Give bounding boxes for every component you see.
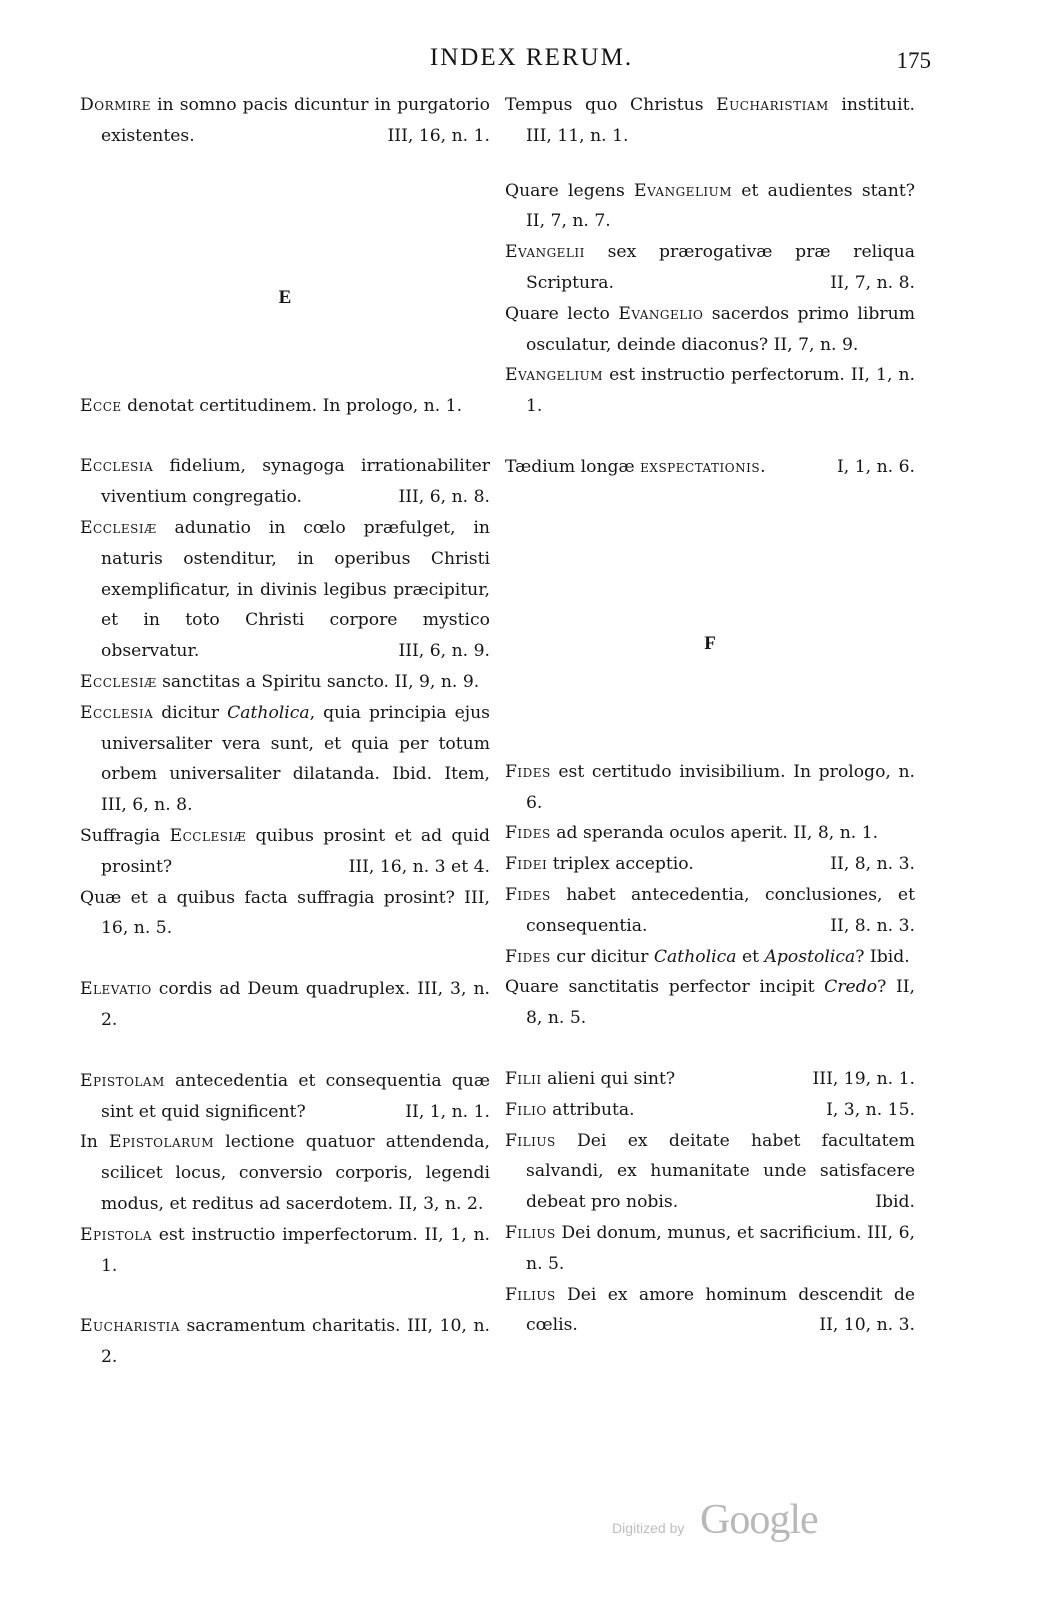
index-entry: Quare legens Evangelium et audientes stant? II, 7, n. 7. bbox=[505, 180, 915, 232]
digitized-label: Digitized by bbox=[612, 1520, 685, 1536]
index-entry: Fides cur dicitur Catholica et Apostolica? Ibid. bbox=[505, 946, 910, 967]
page-number: 175 bbox=[896, 48, 931, 73]
index-entry: Quare lecto Evangelio sacerdos primo librum osculatur, deinde diaconus? II, 7, n. 9. bbox=[505, 303, 915, 355]
digitized-by-google-watermark bbox=[612, 1496, 832, 1546]
index-entry: Ecclesiæ sanctitas a Spiritu sancto. II, 9, n. 9. bbox=[80, 671, 480, 692]
index-entry: Fides est certitudo invisibilium. In prologo, n. 6. bbox=[505, 761, 915, 813]
index-entry: In Epistolarum lectione quatuor attendenda, scilicet locus, conversio corporis, legendi modus, et reditus ad sacerdotem. II, 3, n. 2. bbox=[80, 1132, 490, 1214]
left-column bbox=[80, 90, 490, 1373]
index-entry: Dormire in somno pacis dicuntur in purgatorio existentes. III, 16, n. 1. bbox=[80, 95, 490, 146]
section-letter-e: E bbox=[278, 286, 292, 308]
index-entry: Elevatio cordis ad Deum quadruplex. III, 3, n. 2. bbox=[80, 979, 490, 1030]
google-logo: Google bbox=[700, 1497, 818, 1543]
index-entry: Evangelium est instructio perfectorum. II, 1, n. 1. bbox=[505, 365, 915, 417]
index-entry: Epistolam antecedentia et consequentia quæ sint et quid significent? II, 1, n. 1. bbox=[80, 1070, 490, 1122]
index-entry: Filius Dei donum, munus, et sacrificium. III, 6, n. 5. bbox=[505, 1222, 915, 1274]
index-entry: Fides ad sperandа oculos aperit. II, 8, n. 1. bbox=[505, 823, 879, 844]
index-entry: Filii alieni qui sint? III, 19, n. 1. bbox=[505, 1068, 915, 1089]
index-entry: Suffragia Ecclesiæ quibus prosint et ad quid prosint? III, 16, n. 3 et 4. bbox=[80, 825, 490, 877]
index-entry: Epistola est instructio imperfectorum. II, 1, n. 1. bbox=[80, 1224, 490, 1276]
index-entry: Evangelii sex prærogativæ præ reliqua Scriptura. II, 7, n. 8. bbox=[505, 242, 915, 293]
index-entry: Fides habet antecedentia, conclusiones, et consequentia. II, 8. n. 3. bbox=[505, 884, 915, 936]
index-entry: Filius Dei ex deitate habet facultatem salvandi, ex humanitate unde satisfacere debeat pro nobis. Ibid. bbox=[505, 1130, 915, 1213]
index-entry: Filius Dei ex amore hominum descendit de cœlis. II, 10, n. 3. bbox=[505, 1284, 915, 1336]
running-title: INDEX RERUM. bbox=[429, 44, 634, 71]
page-header bbox=[0, 44, 1063, 84]
index-entry: Quæ et a quibus facta suffragia prosint? III, 16, n. 5. bbox=[80, 887, 490, 939]
index-entry: Ecclesia fidelium, synagoga irrationabiliter viventium congregatio. III, 6, n. 8. bbox=[80, 456, 490, 508]
index-entry: Tempus quo Christus Eucharistiam instituit. III, 11, n. 1. bbox=[505, 95, 915, 146]
index-entry: Eucharistia sacramentum charitatis. III, 10, n. 2. bbox=[80, 1316, 490, 1368]
index-entry: Ecce denotat certitudinem. In prologo, n. 1. bbox=[80, 395, 463, 416]
index-entry: Quare sanctitatis perfector incipit Credo? II, 8, n. 5. bbox=[505, 977, 915, 1029]
index-entry: Ecclesiæ adunatio in cœlo præfulget, in naturis ostenditur, in operibus Christi exemplificatur, in divinis legibus præcipitur, et in toto Christi corpore mystico observatur. III, 6, n. 9. bbox=[80, 517, 490, 662]
index-entry: Tædium longæ exspectationis. I, 1, n. 6. bbox=[505, 456, 915, 477]
index-entry: Ecclesia dicitur Catholica, quia principia ejus universaliter vera sunt, et quia per totum orbem universaliter dilatanda. Ibid. Item, III, 6, n. 8. bbox=[80, 702, 490, 816]
index-entry: Filio attributa. I, 3, n. 15. bbox=[505, 1099, 915, 1120]
index-entry: Fidei triplex acceptio. II, 8, n. 3. bbox=[505, 854, 915, 875]
section-letter-f: F bbox=[704, 632, 716, 654]
right-column bbox=[505, 90, 915, 1341]
